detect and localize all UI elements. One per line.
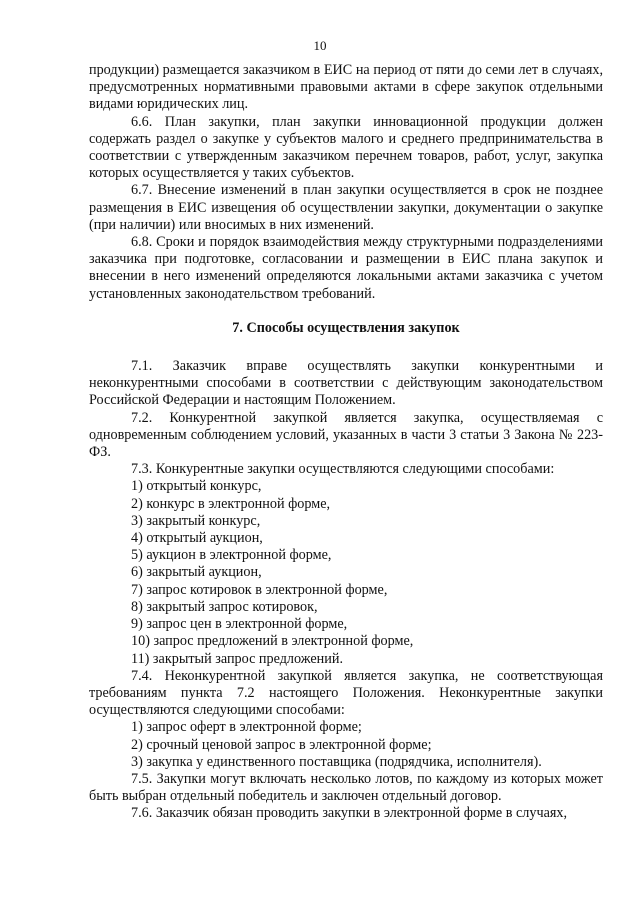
paragraph-7-1: 7.1. Заказчик вправе осуществлять закупки конкурентными и неконкурентными способами в соответствии с действующим законодательством Российской Федерации и настоящим Положением. [89, 358, 603, 409]
page-number: 10 [313, 38, 327, 53]
paragraph-7-4: 7.4. Неконкурентной закупкой является закупка, не соответствующая требованиям пункта 7.2 настоящего Положения. Неконкурентные закупки осуществляются следующими способами: [89, 667, 603, 719]
list-item: 8) закрытый запрос котировок, [131, 598, 318, 615]
paragraph-6-8: 6.8. Сроки и порядок взаимодействия между структурными подразделениями заказчика при подготовке, согласовании и размещении в ЕИС плана закупок и внесении в него изменений определяются локальными актами заказчика с учетом установленных законодательством требований. [89, 234, 603, 302]
paragraph-6-7: 6.7. Внесение изменений в план закупки осуществляется в срок не позднее размещения в ЕИС извещения об осуществлении закупки, документации о закупке (при наличии) или вносимых в них изменений. [89, 182, 603, 233]
paragraph-7-6: 7.6. Заказчик обязан проводить закупки в электронной форме в случаях, [131, 805, 568, 822]
competitive-methods-list [89, 478, 603, 667]
paragraph-7-5: 7.5. Закупки могут включать несколько лотов, по каждому из которых может быть выбран отдельный победитель и заключен отдельный договор. [89, 770, 603, 805]
list-item: 1) запрос оферт в электронной форме; [131, 719, 362, 736]
list-item: 9) запрос цен в электронной форме, [131, 616, 348, 633]
list-item: 3) закупка у единственного поставщика (подрядчика, исполнителя). [131, 753, 542, 770]
paragraph-7-3: 7.3. Конкурентные закупки осуществляются следующими способами: [131, 461, 555, 478]
list-item: 4) открытый аукцион, [131, 530, 263, 547]
list-item: 5) аукцион в электронной форме, [131, 547, 332, 564]
list-item: 10) запрос предложений в электронной форме, [131, 633, 414, 650]
list-item: 1) открытый конкурс, [131, 478, 262, 495]
paragraph-7-2: 7.2. Конкурентной закупкой является закупка, осуществляемая с одновременным соблюдением условий, указанных в части 3 статьи 3 Закона № 223-ФЗ. [89, 409, 603, 461]
list-item: 11) закрытый запрос предложений. [131, 650, 343, 667]
section-7-heading: 7. Способы осуществления закупок [232, 319, 460, 336]
list-item: 2) срочный ценовой запрос в электронной форме; [131, 736, 432, 753]
list-item: 2) конкурс в электронной форме, [131, 495, 331, 512]
paragraph-6-6: 6.6. План закупки, план закупки инновационной продукции должен содержать раздел о закупке у субъектов малого и среднего предпринимательства в соответствии с утвержденным заказчиком перечнем товаров, работ, услуг, закупка которых осуществляется у таких субъектов. [89, 113, 603, 182]
paragraph-6-5-continuation: продукции) размещается заказчиком в ЕИС на период от пяти до семи лет в случаях, предусмотренных нормативными правовыми актами в сфере закупок отдельными видами юридических лиц. [89, 62, 603, 113]
list-item: 3) закрытый конкурс, [131, 512, 261, 529]
list-item: 6) закрытый аукцион, [131, 564, 262, 581]
document-body [89, 62, 603, 823]
noncompetitive-methods-list [89, 719, 603, 771]
list-item: 7) запрос котировок в электронной форме, [131, 581, 388, 598]
